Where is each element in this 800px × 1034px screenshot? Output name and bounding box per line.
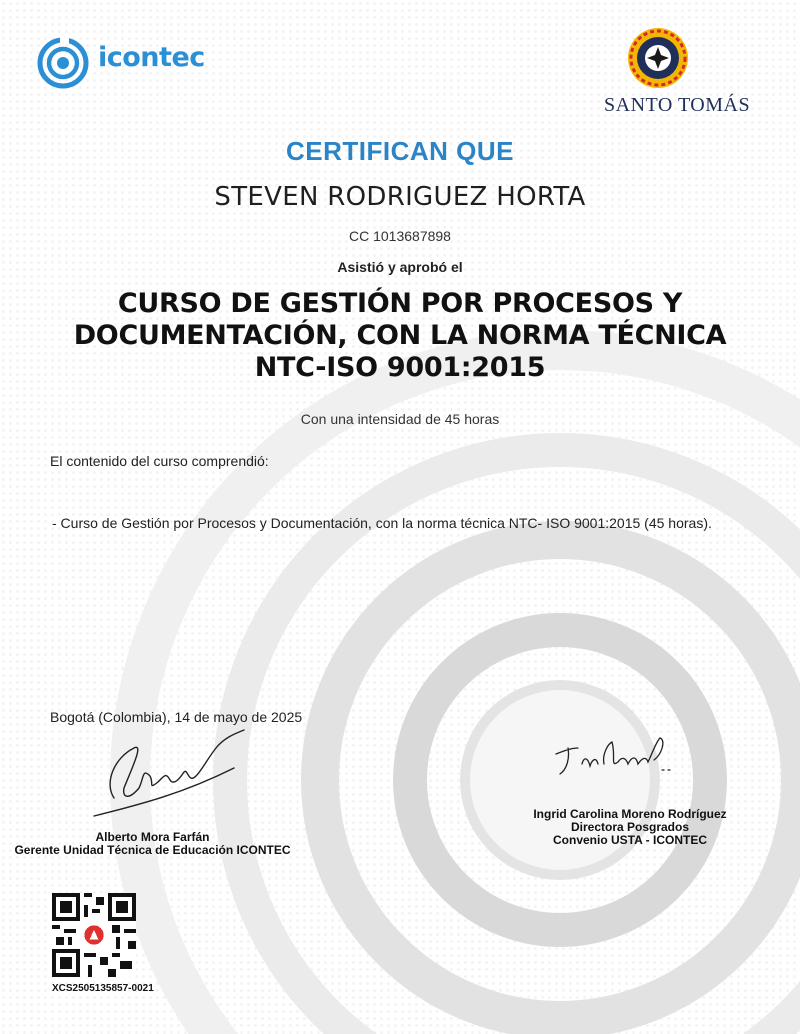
recipient-name: STEVEN RODRIGUEZ HORTA (214, 182, 586, 212)
certificate-heading: CERTIFICAN QUE (286, 136, 514, 166)
usta-wordmark: SANTO TOMÁS (604, 94, 751, 116)
signer-right-name: Ingrid Carolina Moreno Rodríguez (533, 807, 727, 821)
course-intensity: Con una intensidad de 45 horas (300, 411, 500, 427)
qr-code[interactable] (52, 893, 136, 977)
recipient-id: CC 1013687898 (349, 228, 451, 244)
icontec-wordmark: icontec (98, 42, 205, 73)
signer-left-name: Alberto Mora Farfán (95, 830, 210, 844)
icontec-symbol-icon (36, 36, 90, 90)
content-item: - Curso de Gestión por Procesos y Documentación, con la norma técnica NTC- ISO 9001:2015 (45 horas). (52, 515, 712, 531)
certificate-serial: XCS2505135857-0021 (52, 983, 154, 994)
signer-left-title: Gerente Unidad Técnica de Educación ICONTEC (14, 843, 291, 857)
signer-left (0, 831, 305, 857)
signer-right (505, 808, 755, 847)
signature-left-image (84, 728, 254, 823)
usta-logo (596, 26, 751, 122)
signer-right-org: Convenio USTA - ICONTEC (553, 833, 707, 847)
icontec-logo (36, 36, 236, 90)
signature-right-image (552, 734, 682, 784)
usta-seal-icon (626, 26, 690, 90)
attended-label: Asistió y aprobó el (337, 259, 463, 275)
course-title: CURSO DE GESTIÓN POR PROCESOS Y DOCUMENTACIÓN, CON LA NORMA TÉCNICA NTC-ISO 9001:2015 (73, 288, 727, 383)
signer-right-title: Directora Posgrados (570, 820, 690, 834)
content-label: El contenido del curso comprendió: (50, 453, 269, 469)
place-date: Bogotá (Colombia), 14 de mayo de 2025 (50, 709, 303, 725)
